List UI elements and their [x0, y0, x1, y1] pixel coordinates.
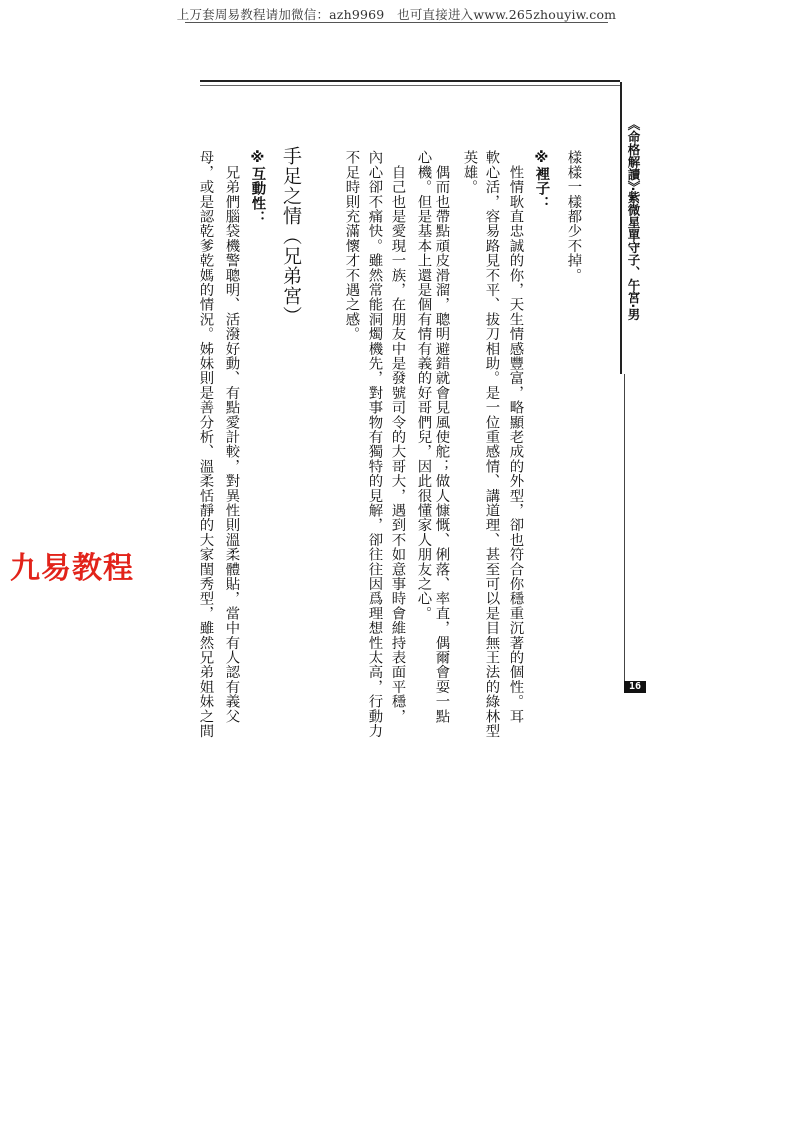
- text-column-10: 不足時則充滿懷才不遇之感。: [343, 150, 360, 342]
- section-heading-inner-self: ※裡子：: [533, 150, 550, 211]
- chapter-heading-siblings: 手足之情（兄弟宮）: [280, 146, 302, 326]
- running-head: 《命格解讀》‧紫微星單守子、午宮‧男: [626, 118, 641, 321]
- watermark-logo: 九易教程: [10, 551, 134, 586]
- text-column-1: 樣樣一樣都少不掉。: [565, 150, 582, 283]
- page-top-rule-thin: [200, 85, 620, 86]
- top-note-banner: [0, 5, 793, 23]
- text-column-7: 心機。但是基本上還是個有情有義的好哥們兒，因此很懂家人朋友之心。: [415, 150, 432, 621]
- text-column-5: 英雄。: [461, 150, 478, 195]
- page-top-rule: [200, 80, 620, 82]
- text-column-8: 自己也是愛現一族，在朋友中是發號司令的大哥大，遇到不如意事時會維持表面平穩，: [389, 150, 406, 724]
- text-column-13: 兄弟們腦袋機警聰明、活潑好動、有點愛計較，對異性則溫柔體貼，當中有人認有義父: [223, 150, 240, 724]
- margin-rule-lower: [624, 374, 625, 681]
- text-column-6: 偶而也帶點頑皮滑溜，聰明避錯就會見風使舵；做人慷慨、俐落、率直，偶爾會耍一點: [433, 150, 450, 724]
- text-column-4: 軟心活，容易路見不平、拔刀相助。是一位重感情、講道理、甚至可以是目無王法的綠林型: [483, 150, 500, 738]
- text-column-3: 性情耿直忠誠的你，天生情感豐富，略顯老成的外型，卻也符合你穩重沉著的個性。耳: [507, 150, 524, 724]
- page-number: 16: [624, 681, 646, 693]
- section-heading-interaction: ※互動性：: [249, 150, 266, 226]
- top-note-underline: [185, 22, 608, 23]
- top-note-text: 上万套周易教程请加微信：azh9969 也可直接进入www.265zhouyiw.com: [176, 7, 617, 22]
- text-column-14: 母，或是認乾爹乾媽的情況。姊妹則是善分析、溫柔恬靜的大家閨秀型，雖然兄弟姐妹之間: [197, 150, 214, 738]
- text-column-9: 內心卻不痛快。雖然常能洞燭機先，對事物有獨特的見解，卻往往因爲理想性太高，行動力: [366, 150, 383, 738]
- margin-rule-upper: [620, 82, 622, 374]
